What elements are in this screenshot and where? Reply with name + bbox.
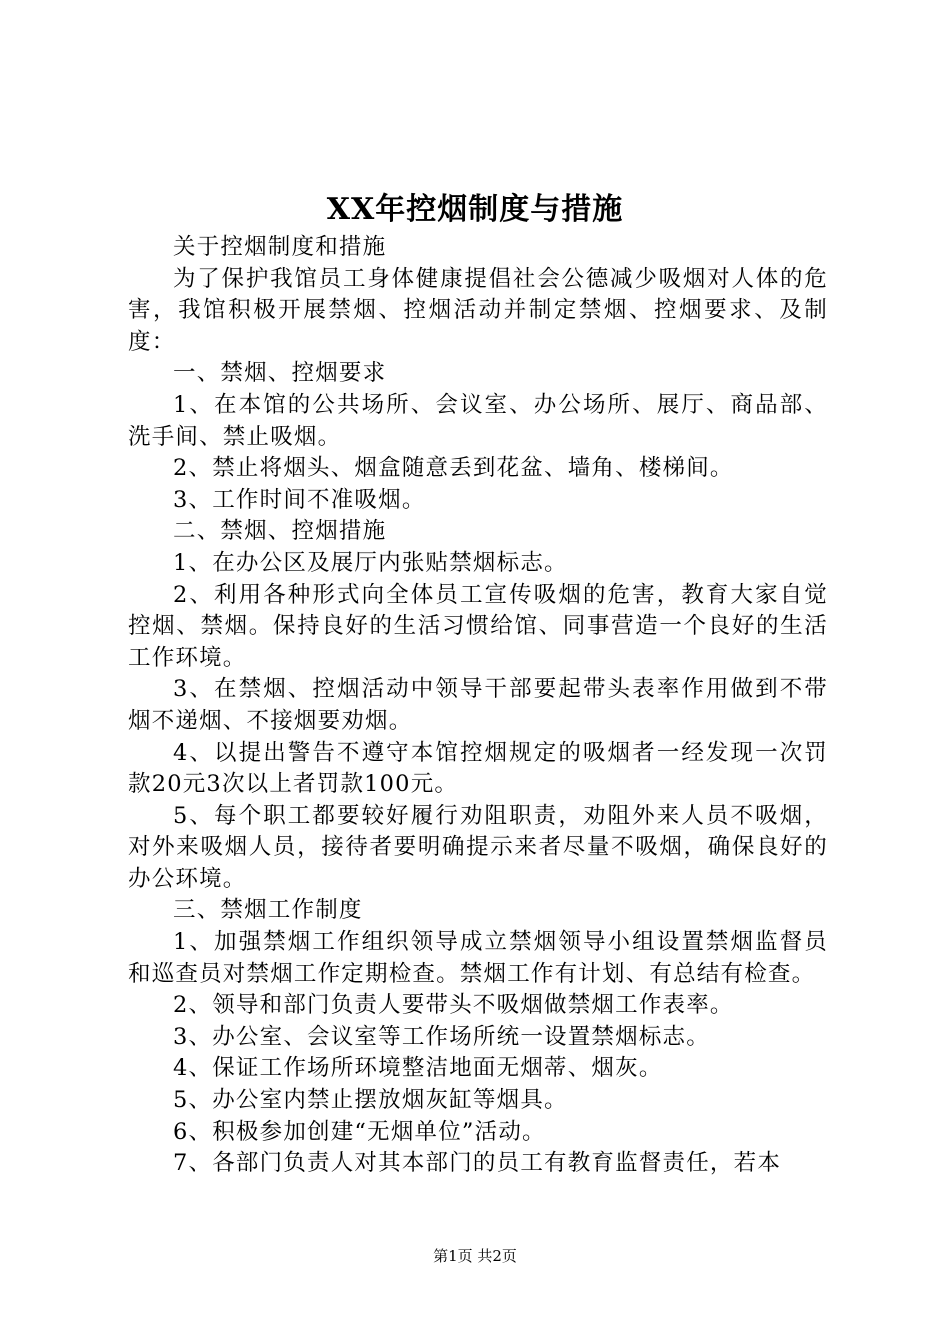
list-item: 3、在禁烟、控烟活动中领导干部要起带头表率作用做到不带烟不递烟、不接烟要劝烟。 — [128, 676, 828, 734]
paragraph: 关于控烟制度和措施 — [173, 234, 387, 260]
document-body — [128, 232, 828, 1180]
list-item: 1、在办公区及展厅内张贴禁烟标志。 — [173, 549, 568, 576]
list-item: 5、每个职工都要较好履行劝阻职责，劝阻外来人员不吸烟，对外来吸烟人员，接待者要明确提示来者尽量不吸烟，确保良好的办公环境。 — [128, 802, 828, 892]
list-item: 2、领导和部门负责人要带头不吸烟做禁烟工作表率。 — [173, 992, 734, 1019]
section-heading: 三、禁烟工作制度 — [173, 897, 363, 924]
paragraph: 为了保护我馆员工身体健康提倡社会公德减少吸烟对人体的危害，我馆积极开展禁烟、控烟活动并制定禁烟、控烟要求、及制度： — [128, 265, 828, 355]
list-item: 6、积极参加创建“无烟单位”活动。 — [173, 1118, 546, 1145]
list-item: 3、工作时间不准吸烟。 — [173, 486, 426, 513]
section-heading: 一、禁烟、控烟要求 — [173, 360, 387, 387]
list-item: 2、利用各种形式向全体员工宣传吸烟的危害，教育大家自觉控烟、禁烟。保持良好的生活习惯给馆、同事营造一个良好的生活工作环境。 — [128, 581, 828, 671]
list-item: 1、加强禁烟工作组织领导成立禁烟领导小组设置禁烟监督员和巡查员对禁烟工作定期检查。禁烟工作有计划、有总结有检查。 — [128, 929, 828, 987]
list-item: 4、保证工作场所环境整洁地面无烟蒂、烟灰。 — [173, 1055, 663, 1082]
list-item: 5、办公室内禁止摆放烟灰缸等烟具。 — [173, 1087, 568, 1114]
section-heading: 二、禁烟、控烟措施 — [173, 518, 387, 545]
list-item: 7、各部门负责人对其本部门的员工有教育监督责任，若本 — [173, 1150, 782, 1177]
list-item: 4、以提出警告不遵守本馆控烟规定的吸烟者一经发现一次罚款20元3次以上者罚款100元。 — [128, 739, 828, 798]
list-item: 2、禁止将烟头、烟盒随意丢到花盆、墙角、楼梯间。 — [173, 455, 734, 482]
list-item: 3、办公室、会议室等工作场所统一设置禁烟标志。 — [173, 1023, 710, 1050]
list-item: 1、在本馆的公共场所、会议室、办公场所、展厅、商品部、洗手间、禁止吸烟。 — [128, 391, 828, 450]
page-number-footer: 第1页 共2页 — [433, 1247, 517, 1265]
document-title: XX年控烟制度与措施 — [326, 192, 624, 227]
